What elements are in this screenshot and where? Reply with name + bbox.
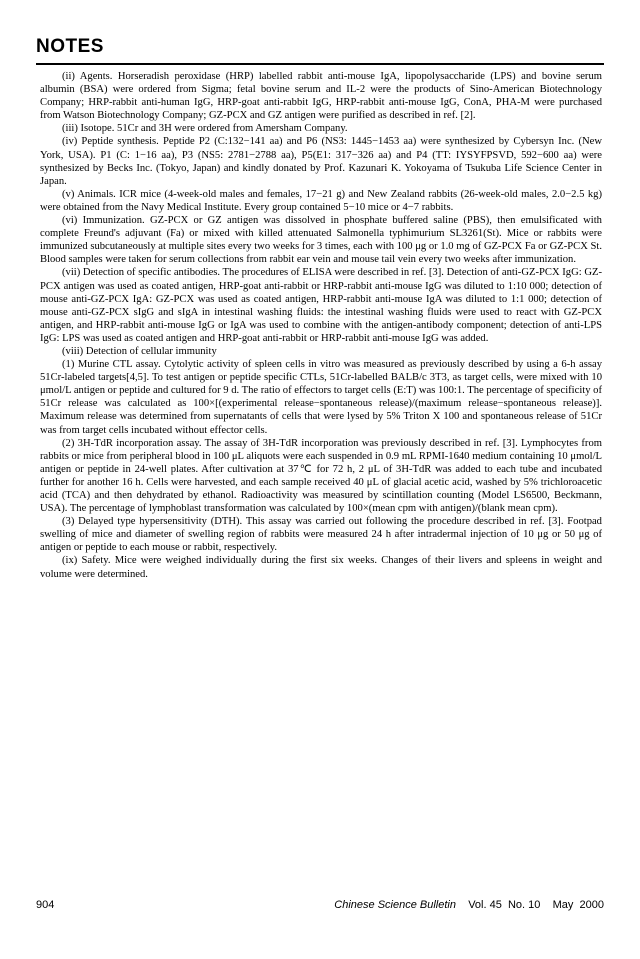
paragraph-animals bbox=[40, 188, 602, 214]
paragraph-tdr-assay bbox=[40, 437, 602, 516]
paragraph-heading: (1) Murine CTL assay. bbox=[62, 359, 161, 371]
journal-date: May 2000 bbox=[552, 899, 604, 911]
paragraph-heading: (viii) Detection of cellular immunity bbox=[62, 345, 217, 357]
paragraph-heading: (2) 3H-TdR incorporation assay. bbox=[62, 437, 202, 449]
paragraph-text: 51Cr and 3H were ordered from Amersham Company. bbox=[117, 123, 348, 135]
paragraph-text: The procedures of ELISA were described in ref. [3]. Detection of anti-GZ-PCX IgG: GZ-PCX antigen was used as coated antigen, HRP-goat anti-rabbit or HRP-rabbit anti-mouse IgG was diluted to 1:10 000; detection of mouse anti-GZ-PCX IgA: GZ-PCX was used as coated antigen, HRP-rabbit anti-mouse IgA was diluted to 1:1 000; detection of mouse anti-GZ-PCX sIgG and sIgA in intestinal washing fluids: the intestinal washing fluids were used to react with GZ-PCX antigen, and HRP-rabbit anti-mouse IgG or IgA was used to combine with the antigen-antibody component; detection of anti-LPS IgG: LPS was used as coated antigen and HRP-goat anti-rabbit or HRP-rabbit anti-mouse IgG was added. bbox=[40, 267, 602, 344]
paragraph-antibodies bbox=[40, 266, 602, 345]
header-rule bbox=[36, 63, 604, 65]
paragraph-text: The assay of 3H-TdR incorporation was previously described in ref. [3]. Lymphocytes from rabbits or mice from peripheral blood in 100 μL aliquots were each suspended in 0.9 mL RPMI-1640 medium containing 10 μmol/L antigen or peptide in 24-well plates. After cultivation at 37℃ for 72 h, 2 μL of 3H-TdR was added to each tube and incubated further for another 16 h. Cells were harvested, and each sample received 40 μL of glacial acetic acid, washed by 5% trichloroacetic acid (TCA) and then dehydrated by ethanol. Radioactivity was measured by scintillation counting (Model LS6500, Beckmann, USA). The percentage of lymphoblast transformation was calculated by 100×(mean cpm with antigen)/(blank mean cpm). bbox=[40, 437, 602, 515]
paragraph-heading: (v) Animals. bbox=[62, 188, 116, 200]
paragraph-text: Horseradish peroxidase (HRP) labelled rabbit anti-mouse IgA, lipopolysaccharide (LPS) and bovine serum albumin (BSA) were ordered from Sigma; fetal bovine serum and IL-2 were the products of Sino-American Biotechnology Company; HRP-rabbit anti-human IgG, HRP-goat anti-rabbit IgG, HRP-rabbit anti-mouse IgG, ConA, PHA-M were purchased from Watson Biotechnology Company; GZ-PCX and GZ antigen were purified as described in ref. [2]. bbox=[40, 71, 602, 122]
body-text bbox=[40, 70, 602, 581]
paragraph-peptide-synthesis bbox=[40, 135, 602, 187]
paragraph-safety bbox=[40, 554, 602, 580]
paragraph-heading: (vii) Detection of specific antibodies. bbox=[62, 267, 221, 279]
paragraph-immunization bbox=[40, 214, 602, 266]
paragraph-text: Mice were weighed individually during the first six weeks. Changes of their livers and spleens in weight and volume were determined. bbox=[40, 555, 602, 580]
paragraph-heading: (iii) Isotope. bbox=[62, 123, 115, 135]
paragraph-heading: (ii) Agents. bbox=[62, 71, 113, 82]
paragraph-text: ICR mice (4-week-old males and females, 17−21 g) and New Zealand rabbits (26-week-old males, 2.0−2.5 kg) were obtained from the Navy Medical Institute. Every group contained 5−10 mice or 4−7 rabbits. bbox=[40, 188, 602, 213]
section-header: NOTES bbox=[36, 36, 104, 57]
paragraph-text: This assay was carried out following the procedure described in ref. [3]. Footpad swelling of mice and diameter of swelling region of rabbits were measured 24 h after intradermal injection of 10 μg or 50 μg of antigen or peptide to each mouse or rabbit, respectively. bbox=[40, 516, 602, 554]
paragraph-text: GZ-PCX or GZ antigen was dissolved in phosphate buffered saline (PBS), then emulsificated with complete Freund's adjuvant (Fa) or mixed with killed attenuated Salmonella typhimurium SL3261(St). Mice or rabbits were immunized subcutaneously at multiple sites every two weeks for 3 times, each with 100 μg or 1.0 mg of GZ-PCX Fa or GZ-PCX St. Blood samples were taken for serum collections from rabbit ear vein and mouse tail vein every two weeks after immunization. bbox=[40, 215, 602, 266]
paragraph-heading: (ix) Safety. bbox=[62, 555, 111, 567]
paragraph-agents bbox=[40, 70, 602, 122]
paragraph-cellular-immunity bbox=[40, 345, 602, 358]
journal-info bbox=[334, 899, 604, 911]
paragraph-heading: (iv) Peptide synthesis. bbox=[62, 136, 159, 148]
journal-name: Chinese Science Bulletin bbox=[334, 899, 456, 911]
paragraph-ctl-assay bbox=[40, 358, 602, 437]
paragraph-isotope bbox=[40, 122, 602, 135]
paragraph-text: Cytolytic activity of spleen cells in vitro was measured as previously described by using a 6-h assay 51Cr-labeled targets[4,5]. To test antigen or peptide specific CTLs, 51Cr-labelled BALB/c 3T3, as target cells, were mixed with 10 μmol/L antigen or peptide and cultured for 9 d. The ratio of effectors to target cells (E:T) was 100:1. The percentage of specificity of 51Cr release was calculated as 100×[(experimental release−spontaneous release)/(maximum release−spontaneous release)]. Maximum release was determined from supernatants of cells that were lysed by 5% Triton X 100 and spontaneous release of 51Cr was from target cells incubated without effector cells. bbox=[40, 359, 602, 436]
journal-volume: Vol. 45 bbox=[468, 899, 502, 911]
paragraph-heading: (3) Delayed type hypersensitivity (DTH). bbox=[62, 516, 243, 528]
paragraph-dth bbox=[40, 515, 602, 554]
paragraph-text: Peptide P2 (C:132−141 aa) and P6 (NS3: 1445−1453 aa) were synthesized by Cybersyn Inc. (New York, USA). P1 (C: 1−16 aa), P3 (NS5: 2781−2788 aa), P5(E1: 317−326 aa) and P4 (TT: IYSYFPSVD, 592−600 aa) were synthesized by Becks Inc. (Tokyo, Japan) and kindly donated by Prof. Kazunari K. Yokoyama of Tsukuba Life Science Center in Japan. bbox=[40, 136, 602, 187]
page-number: 904 bbox=[36, 899, 55, 911]
paragraph-heading: (vi) Immunization. bbox=[62, 215, 145, 227]
journal-issue: No. 10 bbox=[507, 899, 541, 911]
